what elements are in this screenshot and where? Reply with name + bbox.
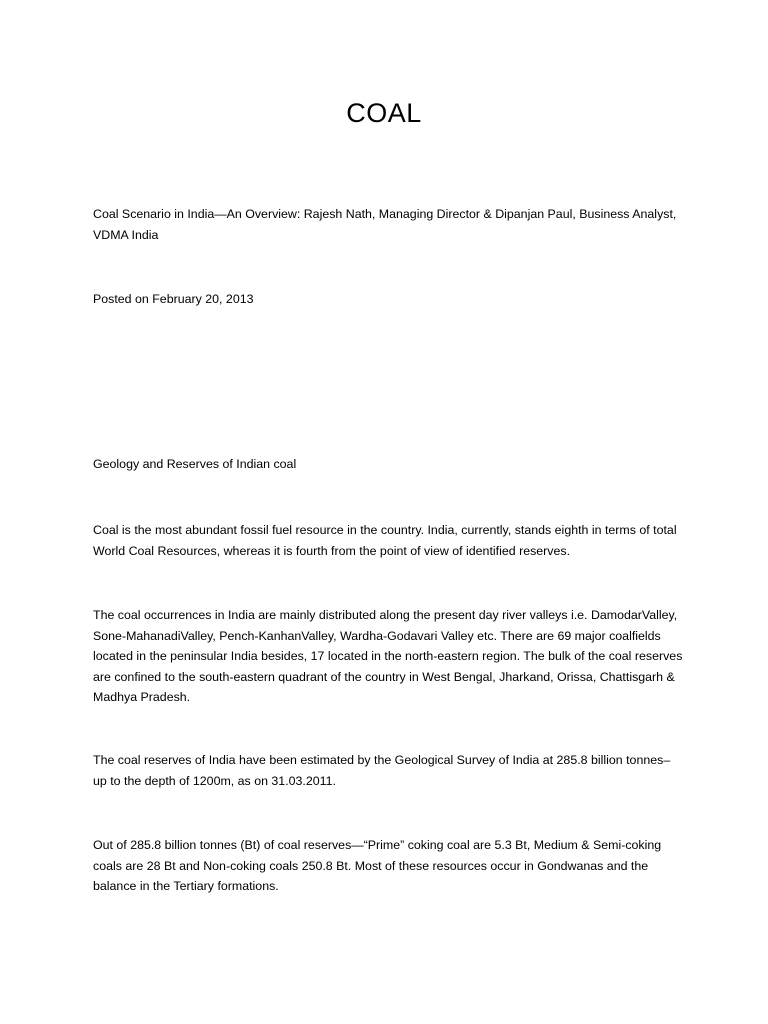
- section-heading: Geology and Reserves of Indian coal: [93, 457, 297, 471]
- article-byline: Coal Scenario in India—An Overview: Rajesh Nath, Managing Director & Dipanjan Paul, Business Analyst, VDMA India: [93, 207, 677, 242]
- posted-date: Posted on February 20, 2013: [93, 292, 254, 306]
- paragraph-intro: Coal is the most abundant fossil fuel resource in the country. India, currently, stands eighth in terms of total World Coal Resources, whereas it is fourth from the point of view of identified reserves.: [93, 523, 677, 558]
- paragraph-reserve-breakdown: Out of 285.8 billion tonnes (Bt) of coal reserves—“Prime” coking coal are 5.3 Bt, Medium & Semi-coking coals are 28 Bt and Non-coking coals 250.8 Bt. Most of these resources occur in Gondwanas and the balance in the Tertiary formations.: [93, 838, 662, 893]
- document-title: COAL: [346, 98, 422, 128]
- paragraph-reserve-estimate: The coal reserves of India have been estimated by the Geological Survey of India at 285.8 billion tonnes–up to the depth of 1200m, as on 31.03.2011.: [93, 753, 671, 788]
- paragraph-occurrences: The coal occurrences in India are mainly distributed along the present day river valleys i.e. DamodarValley, Sone-MahanadiValley, Pench-KanhanValley, Wardha-Godavari Valley etc. There are 69 major coalfields located in the peninsular India besides, 17 located in the north-eastern region. The bulk of the coal reserves are confined to the south-eastern quadrant of the country in West Bengal, Jharkand, Orissa, Chattisgarh & Madhya Pradesh.: [93, 608, 683, 704]
